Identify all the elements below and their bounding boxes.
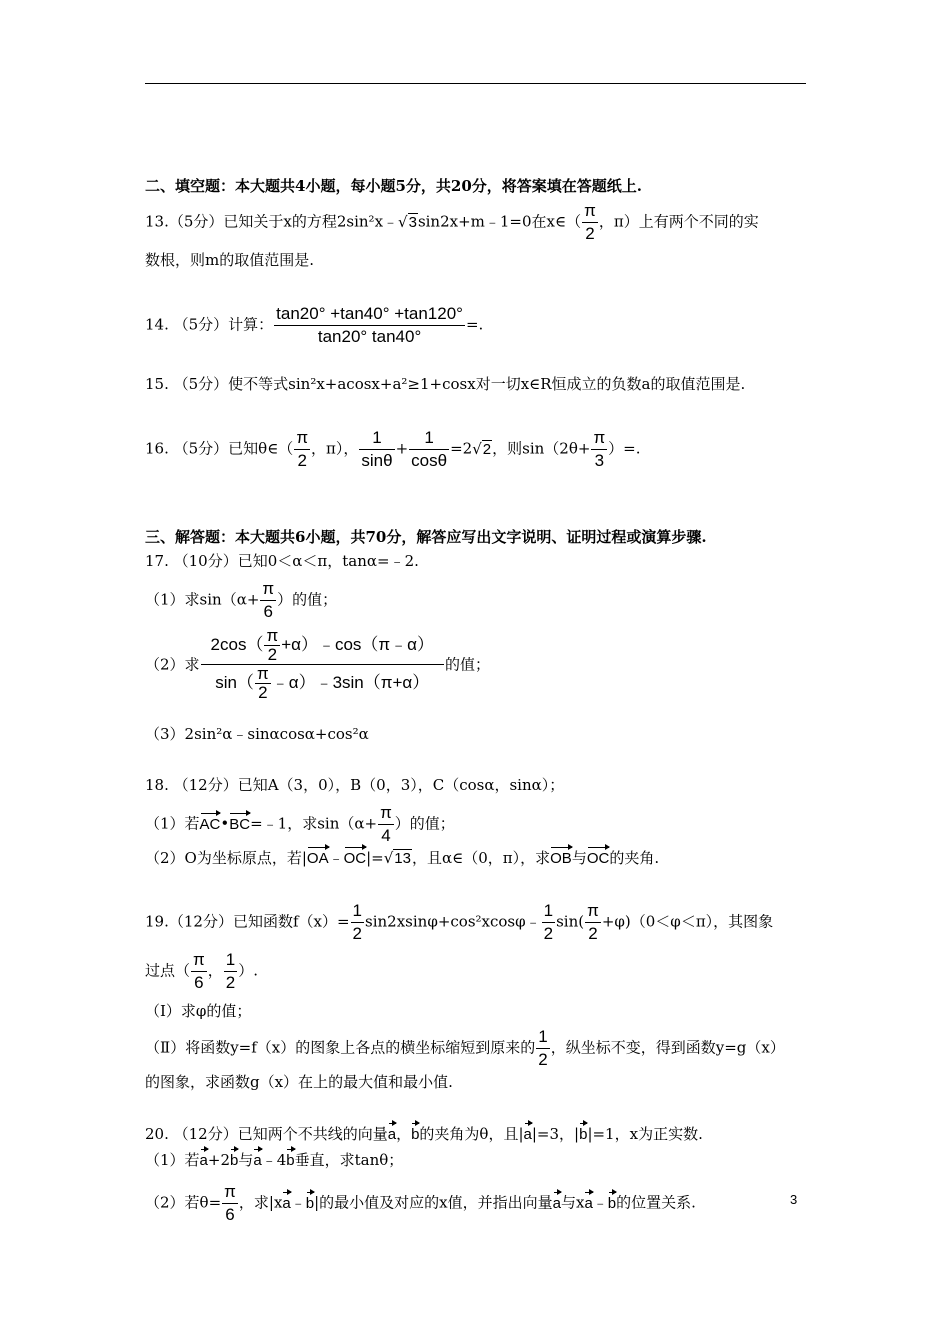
vector-OC: OC xyxy=(343,850,367,867)
question-17-part2: （2）求 2cos（ $\frac{\pi}{2}$ +α）﹣cos（π﹣α） sin（ $\frac{\pi}{2}$ ﹣α）﹣3sin（π+α） 的值； xyxy=(145,626,490,702)
fraction: $\frac{\pi}{4}$ xyxy=(380,803,392,845)
fraction: $\frac{\pi}{2}$ xyxy=(584,201,596,243)
vector-AC: AC xyxy=(199,815,221,833)
question-18-part2: （2）O为坐标原点，若|OA﹣OC|=√13，且α∈（0，π），求OB与OC的夹角. xyxy=(145,849,660,867)
section-3-heading: 三、解答题：本大题共6小题，共70分，解答应写出文字说明、证明过程或演算步骤. xyxy=(145,528,707,546)
question-13-line2: 数根，则m的取值范围是. xyxy=(145,251,314,269)
question-16: 16. （5分）已知θ∈（ $\frac{\pi}{2}$ ，π）， $\frac{1}{\sin\theta}$ + $\frac{1}{\cos\theta}$ =2√2，则sin（2θ+ $\frac{\pi}{3}$ ）=. xyxy=(145,428,641,470)
vector-b: b xyxy=(286,1152,295,1169)
question-18-stem: 18. （12分）已知A（3，0），B（0，3），C（cosα，sinα）； xyxy=(145,776,565,794)
vector-OB: OB xyxy=(550,850,572,867)
fraction: $\frac{1}{2}$ xyxy=(352,901,362,943)
vector-b: b xyxy=(411,1126,420,1143)
question-20-part2: （2）若θ= $\frac{\pi}{6}$ ，求|xa﹣b|的最小值及对应的x值，并指出向量a与xa﹣b的位置关系. xyxy=(145,1182,696,1224)
question-17-part1: （1）求sin（α+ $\frac{\pi}{6}$ ）的值； xyxy=(145,579,338,621)
vector-OC: OC xyxy=(586,850,610,867)
question-19-line2: 过点（ $\frac{\pi}{6}$ ， $\frac{1}{2}$ ）. xyxy=(145,950,259,992)
fraction: $\frac{1}{\sin\theta}$ xyxy=(361,428,393,470)
question-18-part1: （1）若AC•BC=﹣1，求sin（α+ $\frac{\pi}{4}$ ）的值； xyxy=(145,803,455,845)
fraction: $\frac{\pi}{2}$ xyxy=(296,428,309,470)
fraction: $\frac{\pi}{6}$ xyxy=(262,579,275,621)
question-19-part1: （Ⅰ）求φ的值； xyxy=(145,1002,252,1020)
big-fraction: 2cos（ $\frac{\pi}{2}$ +α）﹣cos（π﹣α） sin（ $\frac{\pi}{2}$ ﹣α）﹣3sin（π+α） xyxy=(201,627,444,702)
vector-a: a xyxy=(253,1152,262,1169)
question-20-part1: （1）若a+2b与a﹣4b垂直，求tanθ； xyxy=(145,1151,404,1169)
fraction: $\frac{1}{\cos\theta}$ xyxy=(411,428,448,470)
vector-a: a xyxy=(199,1152,208,1169)
fraction: $\frac{\pi}{6}$ xyxy=(224,1182,236,1224)
question-19-part2: （Ⅱ）将函数y=f（x）的图象上各点的横坐标缩短到原来的 $\frac{1}{2}$ ，纵坐标不变，得到函数y=g（x） xyxy=(145,1027,785,1069)
fraction: $\frac{\pi}{6}$ xyxy=(193,950,205,992)
fraction: $\frac{\tan 20^\circ +\tan 40^\circ +\tan 120^\circ}{\tan 20^\circ \tan 40^\circ}$ xyxy=(276,304,463,346)
question-19: 19.（12分）已知函数f（x）= $\frac{1}{2}$ sin2xsinφ+cos²xcosφ﹣ $\frac{1}{2}$ sin( $\frac{\pi}{2}$ +φ)（0＜φ＜π），其图象 xyxy=(145,901,774,943)
page-number: 3 xyxy=(790,1192,798,1207)
vector-b: b xyxy=(607,1194,617,1212)
question-20: 20. （12分）已知两个不共线的向量a，b的夹角为θ，且|a|=3，|b|=1，x为正实数. xyxy=(145,1125,703,1143)
vector-b: b xyxy=(230,1152,239,1169)
vector-b: b xyxy=(579,1126,588,1143)
vector-a: a xyxy=(282,1194,291,1212)
fraction: $\frac{\pi}{2}$ xyxy=(266,626,279,664)
question-17-part3: （3）2sin²α﹣sinαcosα+cos²α xyxy=(145,725,369,743)
question-17-stem: 17. （10分）已知0＜α＜π，tanα=﹣2. xyxy=(145,552,419,570)
vector-a: a xyxy=(552,1194,561,1212)
vector-a: a xyxy=(387,1126,397,1143)
vector-a: a xyxy=(523,1126,532,1143)
question-13: 13.（5分）已知关于x的方程2sin²x﹣√3sin2x+m﹣1=0在x∈（ $\frac{\pi}{2}$ ，π）上有两个不同的实 xyxy=(145,201,759,243)
vector-b: b xyxy=(305,1194,315,1212)
section-2-heading: 二、填空题：本大题共4小题，每小题5分，共20分，将答案填在答题纸上. xyxy=(145,177,642,195)
sqrt-symbol: √13 xyxy=(383,849,411,867)
fraction: $\frac{1}{2}$ xyxy=(538,1027,548,1069)
vector-a: a xyxy=(584,1194,593,1212)
sqrt-symbol: √3 xyxy=(398,212,417,231)
fraction: $\frac{1}{2}$ xyxy=(543,901,554,943)
question-14: 14. （5分）计算： $\frac{\tan 20^\circ +\tan 40^\circ +\tan 120^\circ}{\tan 20^\circ \tan 40^\circ}$ =. xyxy=(145,304,484,346)
vector-BC: BC xyxy=(229,815,251,833)
question-19-part2-line2: 的图象，求函数g（x）在上的最大值和最小值. xyxy=(145,1073,453,1091)
question-15: 15. （5分）使不等式sin²x+acosx+a²≥1+cosx对一切x∈R恒成立的负数a的取值范围是. xyxy=(145,375,746,393)
fraction: $\frac{1}{2}$ xyxy=(225,950,236,992)
header-rule xyxy=(145,83,806,84)
fraction: $\frac{\pi}{2}$ xyxy=(257,664,269,702)
fraction: $\frac{\pi}{3}$ xyxy=(593,428,606,470)
sqrt-symbol: √2 xyxy=(472,439,492,458)
vector-OA: OA xyxy=(306,850,329,867)
fraction: $\frac{\pi}{2}$ xyxy=(587,901,599,943)
